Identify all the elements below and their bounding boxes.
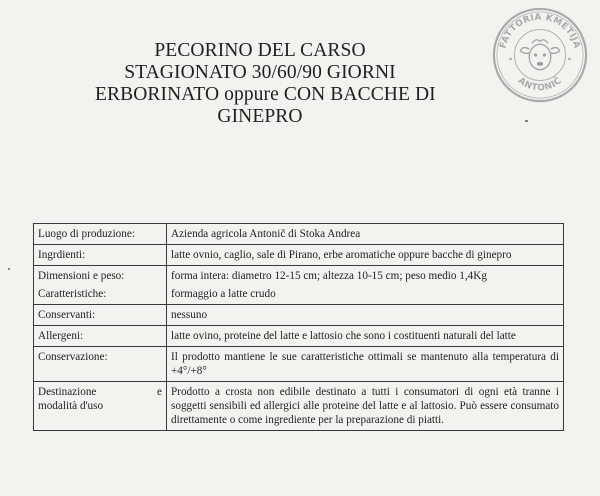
table-row [34,305,564,326]
value-dimensioni: forma intera: diametro 12-15 cm; altezza 10-15 cm; peso medio 1,4Kg [171,270,487,282]
row-value-dimensioni [167,266,564,305]
document-title [95,40,436,128]
title-line-3: ERBORINATO oppure CON BACCHE DI [95,84,436,105]
row-value-conservazione: Il prodotto mantiene le sue caratteristiche ottimali se mantenuto alla temperatura di +4°/+8° [167,347,564,382]
row-label-dimensioni [34,266,167,305]
title-line-2: STAGIONATO 30/60/90 GIORNI [124,62,396,83]
row-value-luogo: Azienda agricola Antonič di Stoka Andrea [167,224,564,245]
table-row [34,382,564,431]
table-row [34,224,564,245]
table-row [34,245,564,266]
row-label-ingredienti: Ingrdienti: [34,245,167,266]
table-row [34,347,564,382]
label-destinazione-line [38,385,162,399]
scan-speck [8,268,10,270]
label-dimensioni: Dimensioni e peso: [38,270,125,282]
farm-stamp-logo [491,6,589,104]
value-caratteristiche: formaggio a latte crudo [171,288,276,300]
label-caratteristiche: Caratteristiche: [38,288,107,300]
row-label-conservazione: Conservazione: [34,347,167,382]
row-value-ingredienti: latte ovnio, caglio, sale di Pirano, erbe aromatiche oppure bacche di ginepro [167,245,564,266]
row-label-allergeni: Allergeni: [34,326,167,347]
row-label-destinazione [34,382,167,431]
svg-text:FATTORIA KMETIJA: FATTORIA KMETIJA [498,12,582,50]
label-destinazione-e: e [157,386,162,398]
svg-text:ANTONIČ: ANTONIČ [515,75,565,94]
scan-speck [525,120,528,122]
title-line-4: GINEPRO [217,106,303,127]
table-row [34,266,564,305]
product-spec-table [33,223,564,431]
row-label-luogo: Luogo di produzione: [34,224,167,245]
row-label-conservanti: Conservanti: [34,305,167,326]
row-value-allergeni: latte ovino, proteine del latte e lattosio che sono i costituenti naturali del latte [167,326,564,347]
table-row [34,326,564,347]
title-line-1: PECORINO DEL CARSO [154,40,366,61]
label-destinazione: Destinazione [38,386,97,398]
label-modalita: modalità d'uso [38,400,104,412]
row-value-destinazione: Prodotto a crosta non edibile destinato a tutti i consumatori di ogni età tranne i soggetti sensibili ed allergici alle proteine del latte e al lattosio. Può essere consumato direttamente o come ingrediente per la preparazione di piatti. [167,382,564,431]
row-value-conservanti: nessuno [167,305,564,326]
